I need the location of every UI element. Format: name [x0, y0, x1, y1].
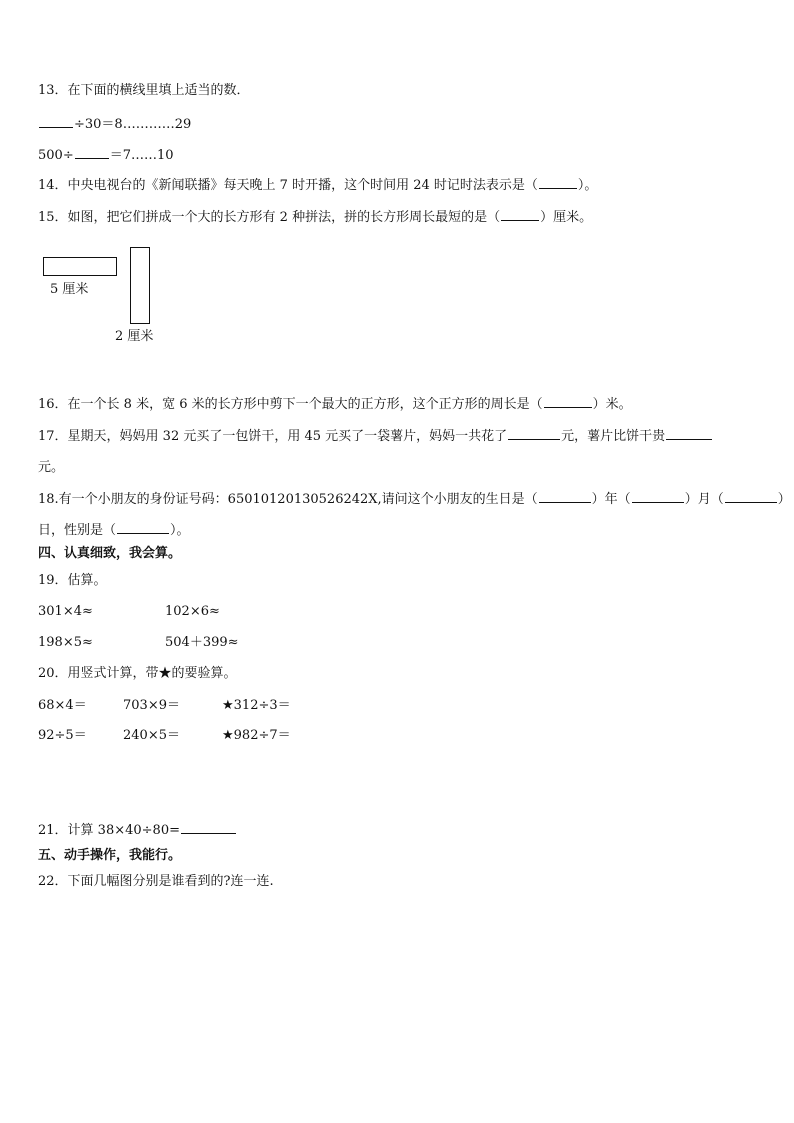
- q21-text: 21．计算 38×40÷80=: [38, 823, 180, 838]
- q13-line1: [38, 115, 191, 134]
- q14-answer-blank[interactable]: [539, 176, 577, 189]
- q14: [38, 176, 597, 195]
- q17-blank-2[interactable]: [666, 427, 712, 440]
- q19-item-2: 102×6≈: [165, 604, 220, 619]
- q18-gender-blank[interactable]: [117, 521, 169, 534]
- q19-item-4: 504＋399≈: [165, 635, 239, 650]
- q18-year-blank[interactable]: [539, 490, 591, 503]
- horizontal-rectangle: [43, 257, 117, 276]
- q20-item-1: 68×4＝: [38, 698, 87, 713]
- q13-blank-2[interactable]: [75, 146, 109, 159]
- q20-item-3: ★312÷3＝: [222, 698, 291, 713]
- q18-text-5: 日，性别是（: [38, 523, 117, 538]
- q13-line2-after: ＝7……10: [109, 148, 174, 163]
- section-4-heading: 四、认真细致，我会算。: [38, 546, 182, 561]
- q15-text-before: 15．如图，把它们拼成一个大的长方形有 2 种拼法，拼的长方形周长最短的是（: [38, 210, 501, 225]
- q18-text-1: 18.有一个小朋友的身份证号码：65010120130526242X,请问这个小朋友的生日是（: [38, 492, 538, 507]
- q21-answer-blank[interactable]: [181, 821, 236, 834]
- q18-text-4: ）: [777, 492, 791, 507]
- q22: 22．下面几幅图分别是谁看到的?连一连.: [38, 874, 274, 889]
- q18-month-blank[interactable]: [632, 490, 684, 503]
- q13-line2: [38, 146, 174, 165]
- q18-text-3: ）月（: [684, 492, 724, 507]
- q15-text-after: ）厘米。: [540, 210, 593, 225]
- q15: [38, 208, 592, 227]
- q13-stem: 13．在下面的横线里填上适当的数．: [38, 83, 250, 98]
- section-5-heading: 五、动手操作，我能行。: [38, 848, 182, 863]
- q20-stem: 20．用竖式计算，带★的要验算。: [38, 666, 237, 681]
- q13-line2-before: 500÷: [38, 148, 74, 163]
- q16-text-after: ）米。: [592, 397, 632, 412]
- q18-day-blank[interactable]: [725, 490, 777, 503]
- q20-item-6: ★982÷7＝: [222, 728, 291, 743]
- q18-line2: [38, 521, 190, 540]
- q16: [38, 395, 632, 414]
- q21: [38, 821, 237, 840]
- q16-answer-blank[interactable]: [544, 395, 592, 408]
- q19-item-1: 301×4≈: [38, 604, 93, 619]
- q17-text-1: 17．星期天，妈妈用 32 元买了一包饼干，用 45 元买了一袋薯片，妈妈一共花了: [38, 429, 508, 444]
- q18-line1: [38, 490, 791, 509]
- q14-text-before: 14．中央电视台的《新闻联播》每天晚上 7 时开播，这个时间用 24 时记时法表示是（: [38, 178, 538, 193]
- q13-blank-1[interactable]: [39, 115, 73, 128]
- q17-text-2: 元，薯片比饼干贵: [561, 429, 666, 444]
- q17-blank-1[interactable]: [508, 427, 560, 440]
- q20-item-2: 703×9＝: [123, 698, 180, 713]
- q19-stem: 19．估算。: [38, 573, 107, 588]
- q17-line1: [38, 427, 713, 446]
- q15-answer-blank[interactable]: [501, 208, 539, 221]
- q18-text-2: ）年（: [591, 492, 631, 507]
- q16-text-before: 16．在一个长 8 米，宽 6 米的长方形中剪下一个最大的正方形，这个正方形的周长是（: [38, 397, 543, 412]
- q20-item-4: 92÷5＝: [38, 728, 87, 743]
- q14-text-after: ）。: [577, 178, 598, 193]
- vertical-rectangle-label: 2 厘米: [115, 329, 154, 344]
- q20-item-5: 240×5＝: [123, 728, 180, 743]
- horizontal-rectangle-label: 5 厘米: [50, 282, 89, 297]
- vertical-rectangle: [130, 247, 150, 324]
- q18-text-6: ）。: [170, 523, 190, 538]
- q13-line1-text: ÷30＝8…………29: [74, 117, 192, 132]
- q19-item-3: 198×5≈: [38, 635, 93, 650]
- q17-line2: 元。: [38, 460, 65, 475]
